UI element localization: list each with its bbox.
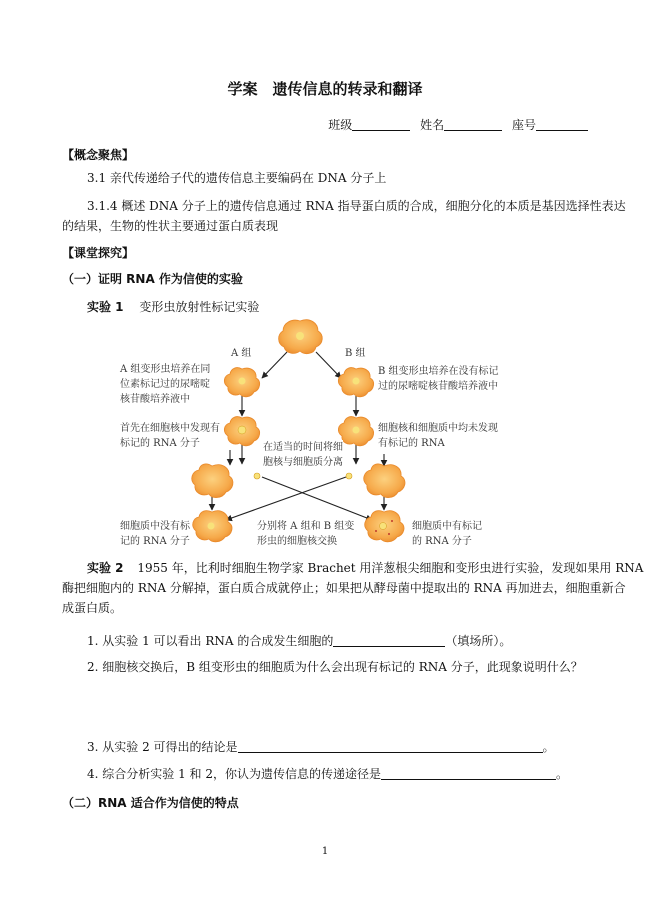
name-label: 姓名 [420, 118, 445, 132]
question-3: 3. 从实验 2 可得出的结论是 。 [87, 740, 555, 754]
amoeba-a-3 [192, 464, 233, 498]
question-3-blank[interactable] [238, 739, 543, 753]
question-1-blank[interactable] [333, 633, 445, 647]
page-title: 学案 遗传信息的转录和翻译 [227, 80, 423, 98]
seat-label: 座号 [511, 118, 536, 132]
amoeba-top [279, 320, 323, 354]
concept-point-1: 3.1 亲代传递给子代的遗传信息主要编码在 DNA 分子上 [87, 171, 387, 185]
amoeba-b-result [365, 511, 404, 542]
experiment-1-label: 实验 1 [87, 300, 124, 314]
amoeba-b-1 [338, 368, 373, 397]
separation-text: 在适当的时间将细 胞核与细胞质分离 [263, 442, 343, 468]
experiment-2-line2: 酶把细胞内的 RNA 分解掉，蛋白质合成就停止；如果把从酵母菌中提取出的 RNA 再加进去，细胞重新合 [62, 581, 626, 595]
experiment-2-line3: 成蛋白质。 [62, 601, 123, 615]
nucleus-a-separated [254, 473, 260, 479]
amoeba-a-result [193, 511, 232, 542]
question-2-answer-area[interactable] [87, 678, 587, 728]
arrow-cross-a-to-b [262, 477, 372, 520]
b-step2-text: 细胞核和细胞质中均未发现 有标记的 RNA [378, 423, 498, 449]
question-2: 2. 细胞核交换后，B 组变形虫的细胞质为什么会出现有标记的 RNA 分子，此现象说明什么？ [87, 660, 583, 674]
amoeba-b-2 [338, 417, 373, 446]
nucleus-b-separated [346, 473, 352, 479]
group-b-label: B 组 [345, 348, 366, 359]
arrow-top-to-a [262, 352, 287, 378]
amoeba-b-3 [364, 464, 405, 498]
a-step2-text: 首先在细胞核中发现有 标记的 RNA 分子 [120, 423, 220, 449]
arrow-top-to-b [316, 352, 341, 378]
class-label: 班级 [328, 118, 353, 132]
b-step1-text: B 组变形虫培养在没有标记 过的尿嘧啶核苷酸培养液中 [378, 366, 499, 392]
experiment-2-label: 实验 2 [87, 561, 124, 575]
a-step1-text: A 组变形虫培养在同 位素标记过的尿嘧啶 核苷酸培养液中 [120, 364, 211, 405]
experiment-2-line1: 实验 2 1955 年，比利时细胞生物学家 Brachet 用洋葱根尖细胞和变形虫进行实验，发现如果用 RNA [87, 561, 644, 575]
amoeba-a-1 [224, 368, 259, 397]
question-4: 4. 综合分析实验 1 和 2，你认为遗传信息的传递途径是 。 [87, 767, 568, 781]
experiment-1-title: 变形虫放射性标记实验 [139, 300, 260, 314]
arrow-cross-b-to-a [226, 477, 346, 520]
concept-point-2-line1: 3.1.4 概述 DNA 分子上的遗传信息通过 RNA 指导蛋白质的合成，细胞分化的本质是基因选择性表达 [87, 199, 626, 213]
concept-point-2-line2: 的结果，生物的性状主要通过蛋白质表现 [62, 219, 279, 233]
amoeba-a-2 [224, 417, 259, 446]
a-result-text: 细胞质中没有标 记的 RNA 分子 [120, 521, 190, 547]
question-1: 1. 从实验 1 可以看出 RNA 的合成发生细胞的 （填场所）。 [87, 634, 512, 648]
page-number: 1 [321, 846, 329, 857]
class-heading: 【课堂探究】 [62, 246, 135, 260]
b-result-text: 细胞质中有标记 的 RNA 分子 [412, 521, 482, 547]
group-a-label: A 组 [231, 348, 252, 359]
question-4-blank[interactable] [381, 766, 556, 780]
exchange-text: 分别将 A 组和 B 组变 形虫的细胞核交换 [257, 521, 355, 547]
section-1-heading: （一）证明 RNA 作为信使的实验 [62, 272, 243, 286]
concept-heading: 【概念聚焦】 [62, 148, 135, 162]
section-2-heading: （二）RNA 适合作为信使的特点 [62, 796, 239, 810]
